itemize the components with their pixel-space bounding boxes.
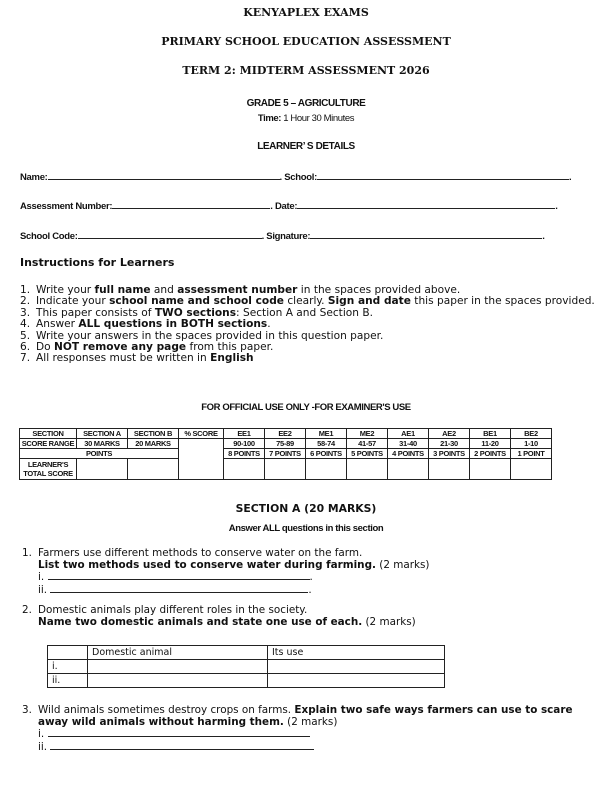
- table-cell: SECTION B: [128, 429, 179, 439]
- table-cell: 41-57: [347, 439, 388, 449]
- row-label: i.: [48, 660, 88, 674]
- table-cell: [48, 646, 88, 660]
- table-cell: EE2: [265, 429, 306, 439]
- section-a-score-cell[interactable]: [77, 459, 128, 480]
- table-cell: 21-30: [429, 439, 470, 449]
- term-title: TERM 2: MIDTERM ASSESSMENT 2026: [182, 64, 430, 77]
- table-cell: BE2: [511, 429, 552, 439]
- instruction-text: NOT remove any page: [54, 341, 187, 354]
- question-instruction-continued: away wild animals without harming them.: [38, 716, 284, 729]
- question-text: Farmers use different methods to conserve water on the farm.: [38, 547, 363, 559]
- answer-label: i.: [38, 728, 45, 741]
- table-cell: 4 POINTS: [388, 449, 429, 459]
- question-instruction: Explain two safe ways farmers can use to scare: [294, 704, 573, 716]
- instruction-number: 6.: [20, 341, 31, 354]
- assessment-title: PRIMARY SCHOOL EDUCATION ASSESSMENT: [161, 35, 451, 48]
- table-cell: [511, 459, 552, 480]
- answer-cell[interactable]: [268, 674, 445, 688]
- question-number: 3.: [22, 704, 32, 716]
- school-code-label: School Code:: [20, 231, 78, 242]
- table-cell: 30 MARKS: [77, 439, 128, 449]
- instruction-text: full name: [94, 284, 151, 296]
- domestic-animals-table: [47, 645, 445, 688]
- instruction-text: Write your answers in the spaces provided in this question paper.: [36, 329, 384, 342]
- question-2: [22, 604, 597, 628]
- assessment-number-label: Assessment Number:: [20, 201, 113, 212]
- table-cell: SECTION: [20, 429, 77, 439]
- table-row: [48, 660, 445, 674]
- table-cell: 1 POINT: [511, 449, 552, 459]
- table-row: [48, 674, 445, 688]
- row-label: ii.: [48, 674, 88, 688]
- instruction-text: assessment number: [177, 284, 298, 296]
- time-value: 1 Hour 30 Minutes: [281, 113, 355, 124]
- instruction-text: ALL questions in BOTH sections: [78, 318, 268, 331]
- time-line: [0, 108, 612, 126]
- table-cell: EE1: [224, 429, 265, 439]
- instruction-number: 7.: [20, 352, 31, 365]
- section-a-title: SECTION A (20 MARKS): [235, 502, 377, 515]
- instruction-text: school name and school code: [109, 295, 284, 308]
- table-cell: [265, 459, 306, 480]
- table-cell: 58-74: [306, 439, 347, 449]
- instruction-number: 4.: [20, 318, 31, 331]
- column-header: Domestic animal: [88, 646, 268, 660]
- question-marks: (2 marks): [362, 616, 416, 629]
- question-instruction: List two methods used to conserve water during farming.: [38, 559, 376, 572]
- code-signature-row: School Code: . Signature: .: [20, 231, 545, 242]
- table-cell: ME2: [347, 429, 388, 439]
- instruction-text: This paper consists of: [36, 306, 155, 319]
- instruction-text: Write your: [36, 284, 95, 296]
- percent-score-cell[interactable]: [179, 439, 224, 480]
- school-field[interactable]: [317, 170, 569, 180]
- question-marks: (2 marks): [283, 716, 338, 729]
- name-label: Name:: [20, 172, 48, 183]
- table-cell: 75-89: [265, 439, 306, 449]
- instruction-text: in the spaces provided above.: [297, 284, 461, 296]
- name-school-row: Name: . School: .: [20, 172, 572, 183]
- table-cell: 90-100: [224, 439, 265, 449]
- name-field[interactable]: [48, 170, 280, 180]
- date-field[interactable]: [297, 199, 555, 209]
- table-cell: 31-40: [388, 439, 429, 449]
- table-cell: 6 POINTS: [306, 449, 347, 459]
- instruction-number: 2.: [20, 295, 31, 308]
- table-cell: [306, 459, 347, 480]
- instruction-number: 1.: [20, 284, 31, 296]
- assessment-date-row: Assessment Number: . Date: .: [20, 201, 558, 212]
- table-cell: BE1: [470, 429, 511, 439]
- instruction-text: from this paper.: [186, 341, 274, 354]
- answer-cell[interactable]: [88, 660, 268, 674]
- answer-label: i.: [38, 571, 45, 584]
- question-text: Wild animals sometimes destroy crops on farms.: [38, 704, 295, 716]
- answer-line[interactable]: [50, 592, 308, 593]
- table-cell: AE1: [388, 429, 429, 439]
- instructions-list: [20, 285, 595, 365]
- table-cell: 5 POINTS: [347, 449, 388, 459]
- question-text: Domestic animals play different roles in the society.: [38, 604, 308, 616]
- learner-details-title: LEARNER’ S DETAILS: [257, 141, 355, 152]
- score-table-row: [20, 429, 552, 439]
- table-cell: SCORE RANGE: [20, 439, 77, 449]
- instruction-text: Sign and date: [327, 295, 411, 308]
- instruction-text: Do: [36, 341, 55, 354]
- table-cell: 2 POINTS: [470, 449, 511, 459]
- table-cell: 20 MARKS: [128, 439, 179, 449]
- answer-line[interactable]: [48, 579, 310, 580]
- table-cell: LEARNER'S TOTAL SCORE: [20, 459, 77, 480]
- instruction-item: [20, 353, 595, 364]
- official-use-title: FOR OFFICIAL USE ONLY -FOR EXAMINER'S USE: [201, 402, 411, 413]
- table-cell: % SCORE: [179, 429, 224, 439]
- table-cell: 3 POINTS: [429, 449, 470, 459]
- answer-cell[interactable]: [88, 674, 268, 688]
- answer-line[interactable]: [48, 736, 310, 737]
- instruction-text: Answer: [36, 318, 79, 331]
- instruction-text: All responses must be written in: [36, 352, 211, 365]
- grade-label: GRADE 5 – AGRICULTURE: [246, 98, 366, 109]
- question-3: [22, 704, 602, 753]
- table-cell: [470, 459, 511, 480]
- date-label: . Date:: [270, 201, 298, 212]
- table-cell: [388, 459, 429, 480]
- instruction-text: TWO sections: [154, 306, 237, 319]
- instruction-number: 5.: [20, 329, 31, 342]
- score-table: [19, 428, 552, 480]
- signature-label: . Signature:: [261, 231, 311, 242]
- answer-line[interactable]: [50, 749, 314, 750]
- answer-cell[interactable]: [268, 660, 445, 674]
- table-cell: [429, 459, 470, 480]
- signature-field[interactable]: [310, 229, 542, 239]
- column-header: Its use: [268, 646, 445, 660]
- table-cell: POINTS: [20, 449, 179, 459]
- table-cell: [224, 459, 265, 480]
- question-1: 1. Farmers use different methods to conserve water on the farm. List two methods used to conserve water during farming. (2 marks) i. . ii. .: [22, 547, 430, 596]
- exam-organization: KENYAPLEX EXAMS: [243, 6, 369, 19]
- school-code-field[interactable]: [78, 229, 262, 239]
- instruction-text: Indicate your: [36, 295, 110, 308]
- instructions-title: Instructions for Learners: [20, 256, 175, 269]
- section-a-subtitle: Answer ALL questions in this section: [228, 523, 384, 534]
- table-cell: 11-20: [470, 439, 511, 449]
- instruction-text: English: [210, 352, 254, 365]
- table-cell: 1-10: [511, 439, 552, 449]
- section-b-score-cell[interactable]: [128, 459, 179, 480]
- instruction-text: : Section A and Section B.: [236, 306, 373, 319]
- question-marks: (2 marks): [375, 559, 430, 572]
- instruction-number: 3.: [20, 306, 31, 319]
- school-label: . School:: [279, 172, 317, 183]
- question-number: 1.: [22, 547, 32, 559]
- instruction-text: clearly.: [283, 295, 328, 308]
- table-cell: [347, 459, 388, 480]
- answer-label: ii.: [38, 740, 48, 753]
- question-number: 2.: [22, 604, 32, 616]
- table-cell: 7 POINTS: [265, 449, 306, 459]
- time-label: Time:: [257, 113, 282, 124]
- question-instruction: Name two domestic animals and state one use of each.: [38, 616, 363, 629]
- assessment-number-field[interactable]: [112, 199, 270, 209]
- score-table-row: [20, 459, 552, 480]
- table-cell: SECTION A: [77, 429, 128, 439]
- score-table-row: [20, 449, 552, 459]
- table-row: [48, 646, 445, 660]
- instruction-text: .: [267, 318, 271, 331]
- table-cell: ME1: [306, 429, 347, 439]
- instruction-text: this paper in the spaces provided.: [410, 295, 595, 308]
- table-cell: 8 POINTS: [224, 449, 265, 459]
- table-cell: AE2: [429, 429, 470, 439]
- instruction-text: and: [150, 284, 178, 296]
- answer-label: ii.: [38, 583, 48, 596]
- score-table-row: [20, 439, 552, 449]
